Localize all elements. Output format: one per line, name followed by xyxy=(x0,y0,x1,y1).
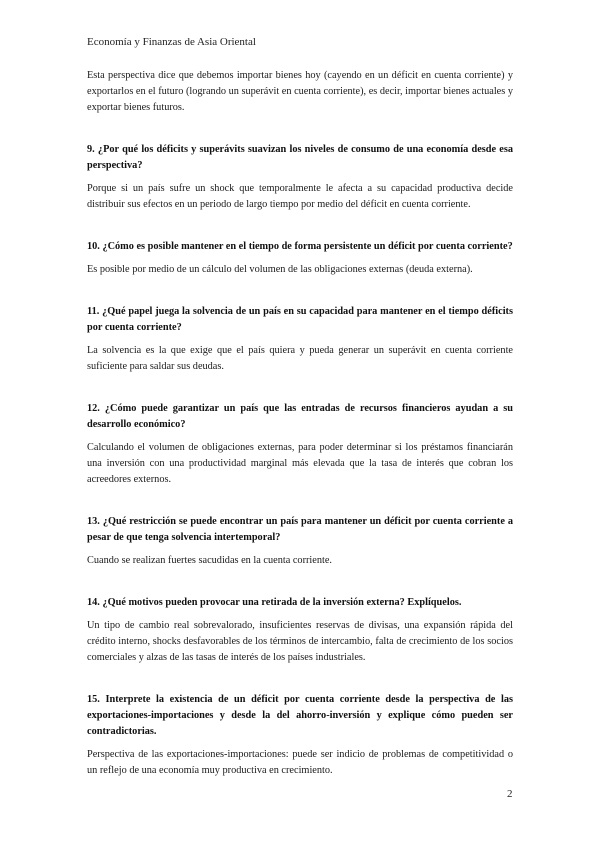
question-9: 9. ¿Por qué los déficits y superávits suavizan los niveles de consumo de una economía desde esa perspectiva? xyxy=(87,144,513,171)
answer-12: Calculando el volumen de obligaciones externas, para poder determinar si los préstamos financiarán una inversión con una productividad marginal más elevada que la tasa de interés que cobran los acreedores externos. xyxy=(87,442,513,485)
qa-block-12 xyxy=(87,401,513,488)
question-14: 14. ¿Qué motivos pueden provocar una retirada de la inversión externa? Explíquelos. xyxy=(87,597,462,608)
answer-13: Cuando se realizan fuertes sacudidas en la cuenta corriente. xyxy=(87,555,333,566)
answer-11: La solvencia es la que exige que el país quiera y pueda generar un superávit en cuenta corriente suficiente para saldar sus deudas. xyxy=(87,345,513,372)
question-13: 13. ¿Qué restricción se puede encontrar un país para mantener un déficit por cuenta corriente a pesar de que tenga solvencia intertemporal? xyxy=(87,516,513,543)
qa-block-9 xyxy=(87,142,513,213)
question-15: 15. Interprete la existencia de un déficit por cuenta corriente desde la perspectiva de las exportaciones-importaciones y desde la del ahorro-inversión y explique cómo pueden ser contradictorias. xyxy=(87,694,513,737)
qa-block-14 xyxy=(87,595,513,666)
question-11: 11. ¿Qué papel juega la solvencia de un país en su capacidad para mantener en el tiempo déficits por cuenta corriente? xyxy=(87,306,513,333)
question-10: 10. ¿Cómo es posible mantener en el tiempo de forma persistente un déficit por cuenta corriente? xyxy=(87,241,513,252)
page-content xyxy=(87,68,513,779)
page-number: 2 xyxy=(507,788,513,800)
qa-block-15 xyxy=(87,692,513,779)
qa-block-11 xyxy=(87,304,513,375)
page-header: Economía y Finanzas de Asia Oriental xyxy=(87,36,256,48)
qa-block-13 xyxy=(87,514,513,569)
question-12: 12. ¿Cómo puede garantizar un país que las entradas de recursos financieros ayudan a su desarrollo económico? xyxy=(87,403,513,430)
intro-paragraph: Esta perspectiva dice que debemos importar bienes hoy (cayendo en un déficit en cuenta corriente) y exportarlos en el futuro (logrando un superávit en cuenta corriente), es decir, importar bienes actuales y exportar bienes futuros. xyxy=(87,70,513,113)
answer-14: Un tipo de cambio real sobrevalorado, insuficientes reservas de divisas, una expansión rápida del crédito interno, shocks desfavorables de los términos de intercambio, falta de crecimiento de los socios comerciales y alzas de las tasas de interés de los países industriales. xyxy=(87,620,513,663)
answer-9: Porque si un país sufre un shock que temporalmente le afecta a su capacidad productiva decide distribuir sus efectos en un periodo de largo tiempo por medio del déficit en cuenta corriente. xyxy=(87,183,513,210)
answer-10: Es posible por medio de un cálculo del volumen de las obligaciones externas (deuda externa). xyxy=(87,264,473,275)
qa-block-10 xyxy=(87,239,513,278)
answer-15: Perspectiva de las exportaciones-importaciones: puede ser indicio de problemas de competitividad o un reflejo de una economía muy productiva en crecimiento. xyxy=(87,749,513,776)
